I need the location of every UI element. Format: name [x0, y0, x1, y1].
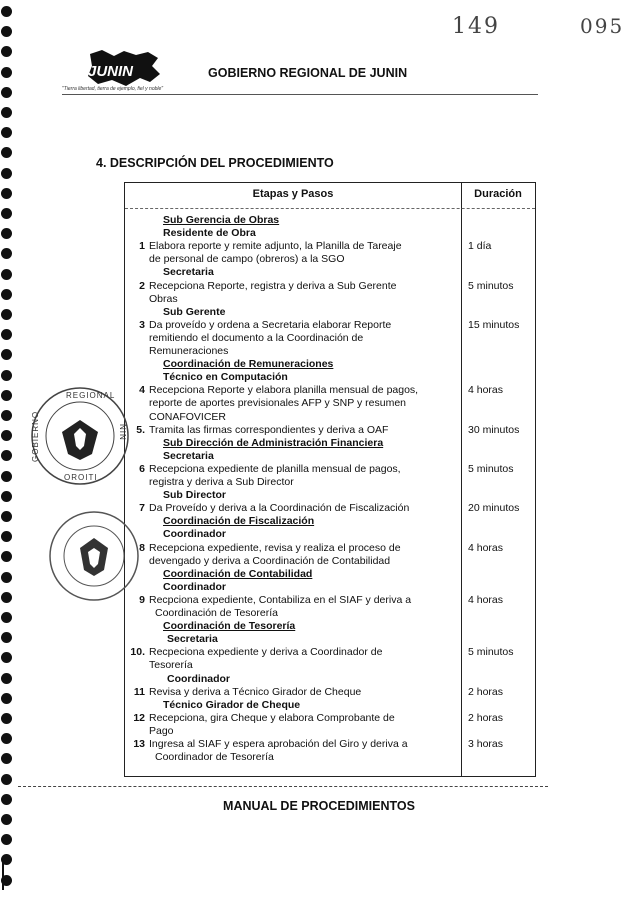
binder-hole — [1, 107, 12, 118]
line-text: Coordinación de Tesorería — [163, 620, 296, 633]
binder-hole — [1, 87, 12, 98]
seal-text-right: NIN — [118, 424, 127, 441]
procedure-step — [129, 686, 361, 699]
step-number: 8 — [139, 541, 145, 554]
line-text: de personal de campo (obreros) a la SGO — [149, 253, 345, 266]
binder-hole — [1, 410, 12, 421]
line-text: Ingresa al SIAF y espera aprobación del Giro y deriva a — [149, 738, 408, 750]
step-number: 6 — [139, 462, 145, 475]
responsible-heading — [129, 568, 312, 581]
line-text: Remuneraciones — [149, 345, 229, 357]
binder-hole — [1, 147, 12, 158]
binder-hole — [1, 349, 12, 360]
line-text: Coordinador — [163, 580, 226, 593]
logo-slogan: "Tierra libertad, tierra de ejemplo, fiel y noble" — [62, 86, 164, 92]
step-number: 9 — [139, 593, 145, 606]
binder-hole — [1, 551, 12, 562]
step-number: 2 — [139, 279, 145, 292]
line-text: remitiendo el documento a la Coordinación de — [149, 331, 364, 344]
procedure-step — [129, 280, 396, 293]
procedure-step — [129, 384, 418, 397]
step-continuation — [129, 411, 226, 424]
responsible-heading — [129, 515, 314, 528]
line-text: Sub Gerente — [163, 305, 226, 318]
line-text: Recepciona Reporte, registra y deriva a Sub Gerente — [149, 279, 397, 292]
step-duration: 2 horas — [468, 685, 504, 698]
logo-wordmark: JUNIN — [88, 63, 134, 80]
binder-hole — [1, 632, 12, 643]
responsible-heading — [129, 489, 226, 502]
step-number: 1 — [139, 240, 145, 253]
responsible-heading — [129, 214, 279, 227]
step-continuation — [129, 607, 278, 620]
step-duration: 2 horas — [468, 711, 504, 724]
step-duration: 20 minutos — [468, 502, 520, 515]
line-text: Técnico en Computación — [163, 371, 288, 384]
line-text: Da proveído y ordena a Secretaria elaborar Reporte — [149, 318, 392, 331]
binder-hole — [1, 652, 12, 663]
seal-text-bottom: OROITI — [64, 473, 98, 482]
procedure-step — [129, 542, 401, 555]
step-continuation — [129, 725, 174, 738]
binder-hole — [1, 693, 12, 704]
step-number: 7 — [139, 502, 145, 515]
binder-hole — [1, 430, 12, 441]
binder-hole — [1, 127, 12, 138]
header-divider — [125, 208, 535, 209]
binder-hole — [1, 774, 12, 785]
binder-hole — [1, 390, 12, 401]
step-continuation — [129, 751, 274, 764]
line-text: Secretaria — [163, 449, 214, 462]
binder-hole — [1, 814, 12, 825]
binder-hole — [1, 269, 12, 280]
line-text: Recepciona Reporte y elabora planilla mensual de pagos, — [149, 384, 419, 397]
binder-hole — [1, 6, 12, 17]
responsible-heading — [129, 581, 226, 594]
line-text: Recepciona expediente de planilla mensual de pagos, — [149, 462, 401, 475]
procedure-step — [129, 240, 402, 253]
step-duration: 5 minutos — [468, 646, 514, 659]
line-text: Secretaria — [167, 633, 218, 646]
binder-hole — [1, 309, 12, 320]
binder-holes — [0, 0, 16, 902]
line-text: Obras — [149, 292, 178, 305]
binder-hole — [1, 733, 12, 744]
binder-hole — [1, 491, 12, 502]
line-text: Coordinación de Remuneraciones — [163, 358, 334, 371]
line-text: Coordinador — [167, 672, 230, 685]
responsible-heading — [129, 620, 295, 633]
binder-hole — [1, 834, 12, 845]
line-text: Secretaria — [163, 266, 214, 279]
line-text: Revisa y deriva a Técnico Girador de Cheque — [149, 685, 362, 698]
step-number: 10. — [130, 646, 145, 659]
step-continuation — [129, 332, 363, 345]
step-continuation — [129, 555, 390, 568]
binder-hole — [1, 46, 12, 57]
responsible-heading — [129, 266, 214, 279]
step-number: 4 — [139, 384, 145, 397]
government-title: GOBIERNO REGIONAL DE JUNIN — [208, 66, 408, 80]
column-header-duration: Duración — [474, 188, 522, 200]
binder-hole — [1, 673, 12, 684]
binder-hole — [1, 67, 12, 78]
regional-seal-stamp — [28, 384, 132, 488]
step-duration: 15 minutos — [468, 318, 520, 331]
step-continuation — [129, 293, 178, 306]
binder-hole — [1, 26, 12, 37]
step-number: 11 — [133, 685, 145, 698]
binder-hole — [1, 329, 12, 340]
responsible-heading — [129, 227, 256, 240]
line-text: Sub Dirección de Administración Financiera — [163, 436, 384, 449]
step-duration: 5 minutos — [468, 279, 514, 292]
line-text: reporte de aportes previsionales AFP y SNP y resumen — [149, 397, 406, 410]
line-text: Da Proveído y deriva a la Coordinación de Fiscalización — [149, 502, 410, 515]
seal-text-left: GOBIERNO — [31, 410, 40, 462]
step-duration: 30 minutos — [468, 423, 520, 436]
procedure-step — [129, 738, 408, 751]
binder-hole — [1, 450, 12, 461]
binder-hole — [1, 370, 12, 381]
line-text: CONAFOVICER — [149, 410, 227, 423]
line-text: Recpciona expediente, Contabiliza en el SIAF y deriva a — [149, 593, 412, 606]
line-text: Residente de Obra — [163, 227, 256, 240]
binder-hole — [1, 753, 12, 764]
responsible-heading — [129, 673, 230, 686]
step-number: 3 — [139, 318, 145, 331]
procedure-step — [129, 424, 388, 437]
responsible-heading — [129, 306, 225, 319]
binder-hole — [1, 471, 12, 482]
line-text: Pago — [149, 724, 174, 737]
page-edge-mark — [2, 860, 4, 890]
line-text: Sub Director — [163, 489, 227, 502]
step-duration: 4 horas — [468, 593, 504, 606]
binder-hole — [1, 592, 12, 603]
column-divider — [461, 183, 462, 776]
line-text: registra y deriva a Sub Director — [149, 476, 294, 488]
procedure-step — [129, 502, 409, 515]
binder-hole — [1, 228, 12, 239]
responsible-heading — [129, 437, 383, 450]
line-text: Recepciona expediente, revisa y realiza el proceso de — [149, 541, 401, 554]
procedure-step — [129, 646, 383, 659]
national-seal-stamp — [46, 508, 142, 604]
binder-hole — [1, 188, 12, 199]
column-header-steps: Etapas y Pasos — [252, 188, 334, 200]
seal-text-top: REGIONAL — [66, 391, 116, 400]
step-continuation — [129, 345, 228, 358]
step-duration: 4 horas — [468, 541, 504, 554]
line-text: Coordinación de Tesorería — [155, 607, 278, 619]
responsible-heading — [129, 358, 333, 371]
procedure-step — [129, 463, 401, 476]
header-rule — [62, 94, 538, 95]
step-number: 13 — [133, 738, 145, 750]
binder-hole — [1, 248, 12, 259]
binder-hole — [1, 612, 12, 623]
handwritten-page-number: 149 — [452, 14, 500, 39]
folio-number: 095 — [580, 14, 625, 38]
step-continuation — [129, 253, 345, 266]
step-number: 12 — [133, 711, 145, 724]
line-text: Coordinación de Fiscalización — [163, 515, 315, 528]
line-text: Coordinador de Tesorería — [155, 751, 274, 764]
footer-title: MANUAL DE PROCEDIMIENTOS — [223, 799, 415, 813]
footer-rule — [18, 786, 548, 787]
line-text: Elabora reporte y remite adjunto, la Planilla de Tareaje — [149, 240, 402, 253]
step-duration: 3 horas — [468, 738, 504, 750]
binder-hole — [1, 289, 12, 300]
step-number: 5. — [136, 423, 145, 436]
line-text: Coordinador — [163, 528, 226, 541]
line-text: Sub Gerencia de Obras — [163, 214, 280, 226]
line-text: Recepciona, gira Cheque y elabora Comprobante de — [149, 711, 395, 724]
responsible-heading — [129, 371, 288, 384]
procedure-table — [124, 182, 536, 777]
binder-hole — [1, 168, 12, 179]
procedure-step — [129, 594, 411, 607]
responsible-heading — [129, 450, 214, 463]
line-text: Técnico Girador de Cheque — [163, 698, 301, 711]
step-duration: 5 minutos — [468, 462, 514, 475]
line-text: Tesorería — [149, 659, 193, 672]
binder-hole — [1, 531, 12, 542]
step-duration: 1 día — [468, 240, 492, 253]
step-continuation — [129, 659, 193, 672]
line-text: Coordinación de Contabilidad — [163, 567, 313, 580]
responsible-heading — [129, 633, 218, 646]
binder-hole — [1, 208, 12, 219]
binder-hole — [1, 713, 12, 724]
procedure-step — [129, 319, 391, 332]
step-continuation — [129, 397, 406, 410]
step-duration: 4 horas — [468, 384, 504, 397]
step-continuation — [129, 476, 294, 489]
responsible-heading — [129, 699, 300, 712]
line-text: devengado y deriva a Coordinación de Contabilidad — [149, 554, 391, 567]
binder-hole — [1, 572, 12, 583]
line-text: Tramita las firmas correspondientes y deriva a OAF — [149, 423, 389, 436]
procedure-step — [129, 712, 395, 725]
responsible-heading — [129, 528, 226, 541]
binder-hole — [1, 511, 12, 522]
line-text: Recpeciona expediente y deriva a Coordinador de — [149, 646, 383, 659]
section-title: 4. DESCRIPCIÓN DEL PROCEDIMIENTO — [96, 156, 334, 170]
